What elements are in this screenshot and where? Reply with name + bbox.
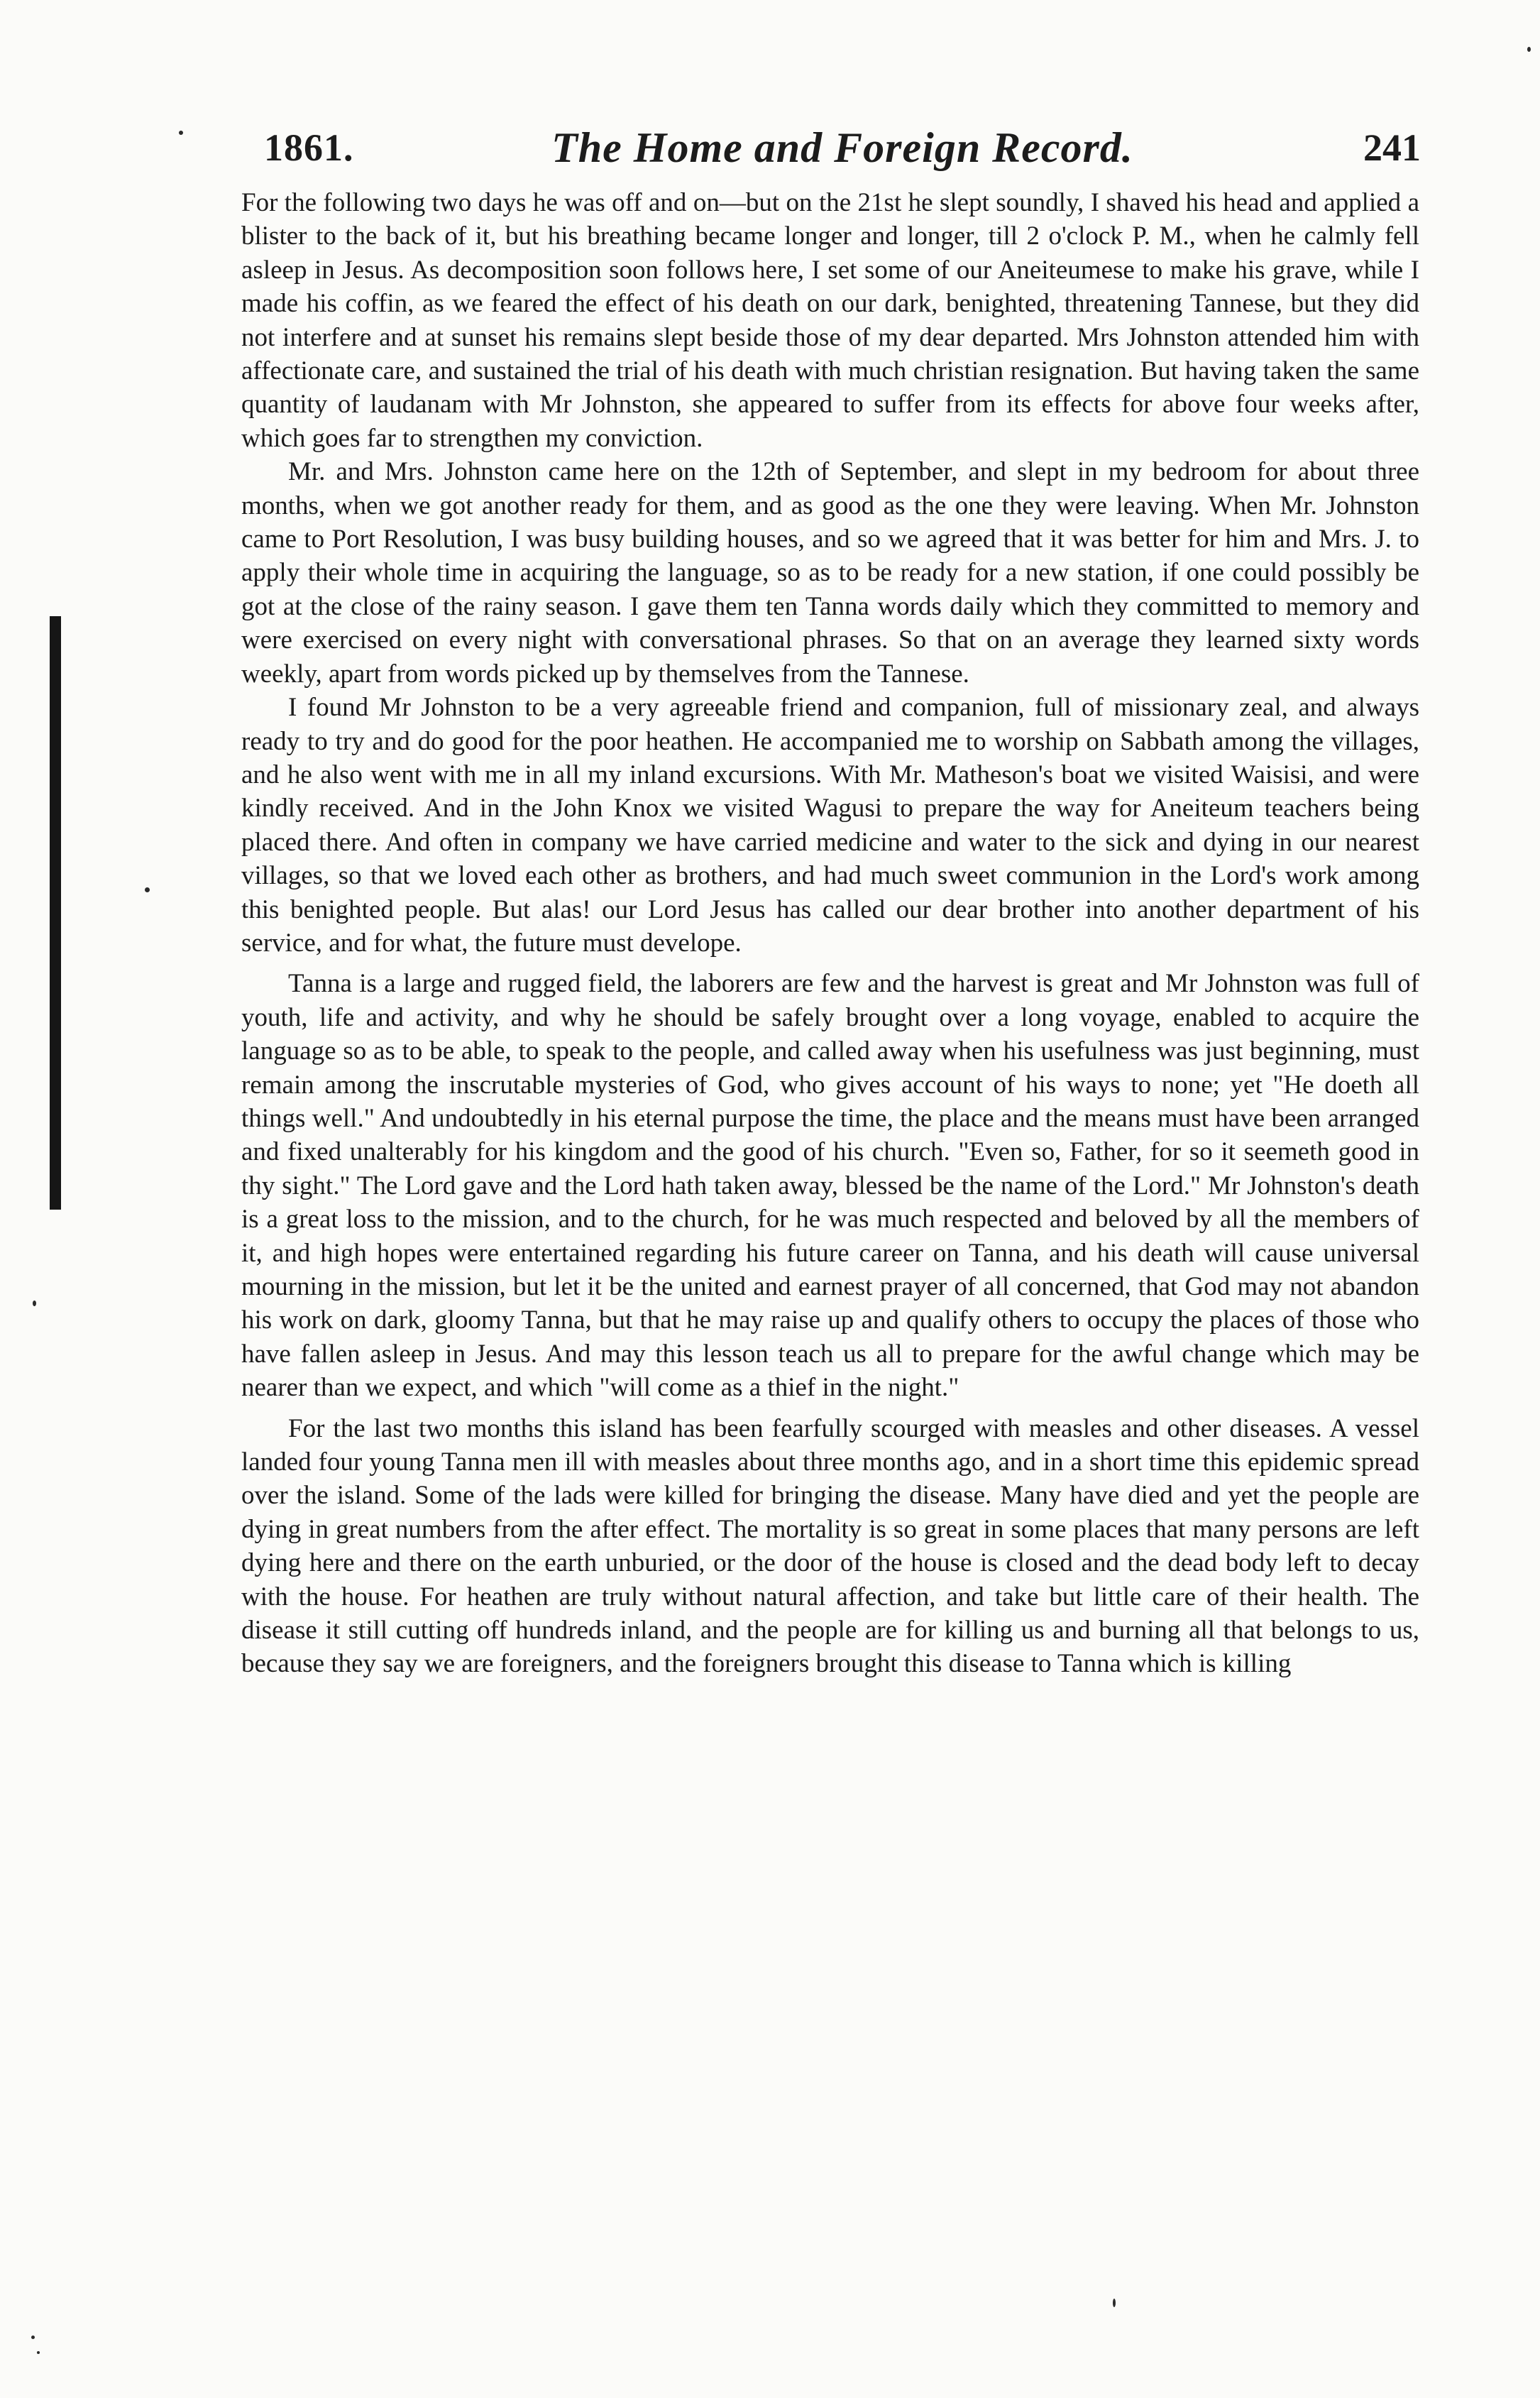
paragraph: Mr. and Mrs. Johnston came here on the 12th of September, and slept in my bedroom for about three months, when we got another ready for them, and as good as the one they were leaving. When Mr. Johnston came to Port Resolution, I was busy building houses, and so we agreed that it was better for him and Mrs. J. to apply their whole time in acquiring the language, so as to be ready for a new station, if one could possibly be got at the close of the rainy season. I gave them ten Tanna words daily which they committed to memory and were exercised on every night with conversational phrases. So that on an average they learned sixty words weekly, apart from words picked up by themselves from the Tannese.: [241, 457, 1419, 689]
scan-speck: [33, 1301, 36, 1306]
header-title: The Home and Foreign Record.: [551, 124, 1133, 171]
scan-speck: [31, 2336, 35, 2339]
paragraph: I found Mr Johnston to be a very agreeable friend and companion, full of missionary zeal, and always ready to try and do good for the poor heathen. He accompanied me to worship on Sabbath among the villages, and he also went with me in all my inland excursions. With Mr. Matheson's boat we visited Waisisi, and were kindly received. And in the John Knox we visited Wagusi to prepare the way for Aneiteum teachers being placed there. And often in company we have carried medicine and water to the sick and dying in our nearest villages, so that we loved each other as brothers, and had much sweet communion in the Lord's work among this benighted people. But alas! our Lord Jesus has called our dear brother into another department of his service, and for what, the future must develope.: [241, 693, 1419, 958]
article-body: [241, 186, 1419, 1681]
header-year: 1861.: [264, 126, 354, 169]
scan-speck: [145, 887, 150, 892]
paragraph: For the last two months this island has been fearfully scourged with measles and other diseases. A vessel landed four young Tanna men ill with measles about three months ago, and in a short time this epidemic spread over the island. Some of the lads were killed for bringing the disease. Many have died and yet the people are dying in great numbers from the after effect. The mortality is so great in some places that many persons are left dying here and there on the earth unburied, or the door of the house is closed and the dead body left to decay with the house. For heathen are truly without natural affection, and take but little care of their health. The disease it still cutting off hundreds inland, and the people are for killing us and burning all that belongs to us, because they say we are foreigners, and the foreigners brought this disease to Tanna which is killing: [241, 1413, 1419, 1679]
running-header: [264, 119, 1421, 176]
scan-speck: [37, 2351, 40, 2354]
scan-speck: [1527, 47, 1531, 52]
paragraph: Tanna is a large and rugged field, the laborers are few and the harvest is great and Mr Johnston was full of youth, life and activity, and why he should be safely brought over a long voyage, enabled to acquire the language so as to be able, to speak to the people, and called away when his usefulness was just beginning, must remain among the inscrutable mysteries of God, who gives account of his ways to none; yet "He doeth all things well." And undoubtedly in his eternal purpose the time, the place and the means must have been arranged and fixed unalterably for his kingdom and the good of his church. "Even so, Father, for so it seemeth good in thy sight." The Lord gave and the Lord hath taken away, blessed be the name of the Lord." Mr Johnston's death is a great loss to the mission, and to the church, for he was much respected and beloved by all the members of it, and high hopes were entertained regarding his future career on Tanna, and his death will cause universal mourning in the mission, but let it be the united and earnest prayer of all concerned, that God may not abandon his work on dark, gloomy Tanna, but that he may raise up and qualify others to occupy the places of those who have fallen asleep in Jesus. And may this lesson teach us all to prepare for the awful change which may be nearer than we expect, and which "will come as a thief in the night.": [241, 969, 1419, 1403]
scan-speck: [179, 131, 183, 135]
paragraph: For the following two days he was off and on—but on the 21st he slept soundly, I shaved his head and applied a blister to the back of it, but his breathing became longer and longer, till 2 o'clock P. M., when he calmly fell asleep in Jesus. As decomposition soon follows here, I set some of our Aneiteumese to make his grave, while I made his coffin, as we feared the effect of his death on our dark, benighted, threatening Tannese, but they did not interfere and at sunset his remains slept beside those of my dear departed. Mrs Johnston attended him with affectionate care, and sustained the trial of his death with much christian resignation. But having taken the same quantity of laudanam with Mr Johnston, she appeared to suffer from its effects for above four weeks after, which goes far to strengthen my conviction.: [241, 188, 1419, 453]
header-page-number: 241: [1363, 126, 1421, 169]
margin-scan-bar: [50, 616, 61, 1210]
scan-speck: [1113, 2299, 1116, 2307]
